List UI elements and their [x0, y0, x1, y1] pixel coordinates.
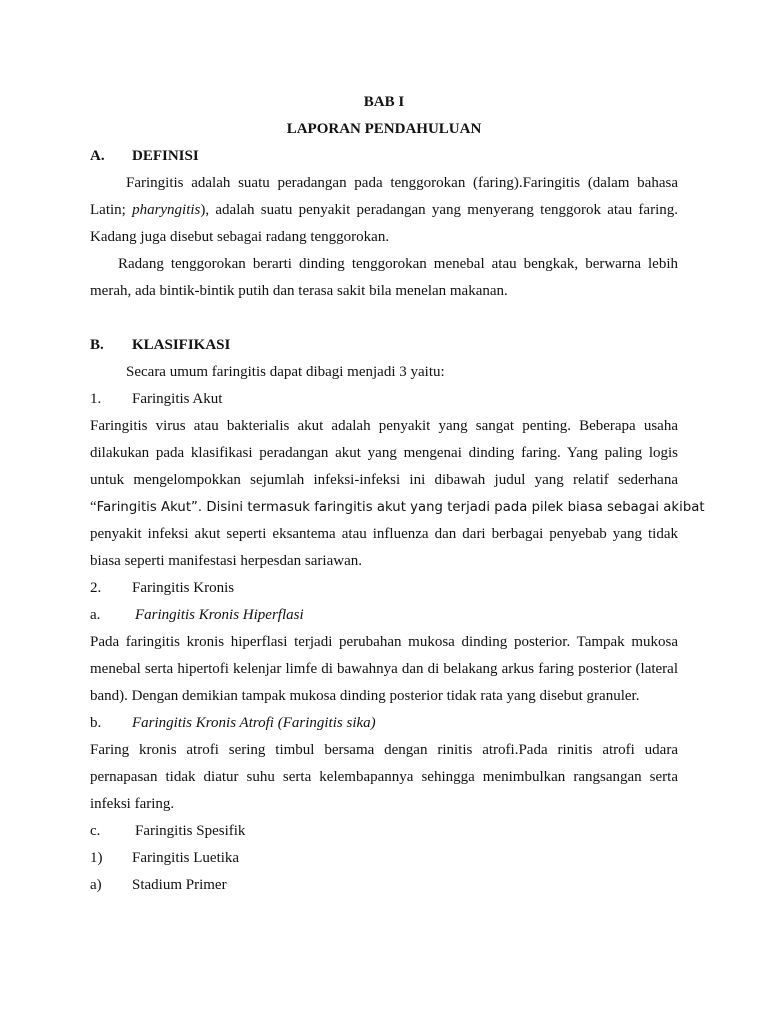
sub-a2-heading	[90, 876, 678, 894]
sub-c-number: c.	[90, 823, 101, 839]
item-1-heading	[90, 390, 678, 408]
section-a-label: A.	[90, 148, 105, 164]
sub-c-heading	[90, 822, 678, 840]
akut-line4-quote: “	[90, 499, 97, 515]
definisi-p2-line1: Radang tenggorokan berarti dinding tenggorokan menebal atau bengkak, berwarna lebih	[118, 256, 678, 272]
akut-line6: biasa seperti manifestasi herpesdan sariawan.	[90, 553, 362, 569]
section-a-title: DEFINISI	[132, 148, 199, 164]
definisi-latin-term: pharyngitis	[132, 202, 201, 218]
akut-line2: dilakukan pada klasifikasi peradangan akut yang mengenai dinding faring. Yang paling logis	[90, 445, 678, 461]
definisi-p1-line2-post: ), adalah suatu penyakit peradangan yang menyerang tenggorok atau faring.	[200, 202, 678, 218]
akut-line5: penyakit infeksi akut seperti eksantema atau influenza dan dari berbagai penyebab yang tidak	[90, 526, 678, 542]
atrofi-line3: infeksi faring.	[90, 796, 175, 812]
section-a-heading	[90, 147, 678, 165]
chapter-heading: BAB I	[363, 94, 405, 110]
klasifikasi-intro: Secara umum faringitis dapat dibagi menjadi 3 yaitu:	[126, 364, 445, 380]
sub-a2-label: Stadium Primer	[132, 877, 227, 893]
section-b-title: KLASIFIKASI	[132, 337, 231, 353]
definisi-p1-line2-pre: Latin;	[90, 202, 133, 218]
sub-a2-number: a)	[90, 877, 102, 893]
definisi-p1-line3: Kadang juga disebut sebagai radang tenggorokan.	[90, 229, 390, 245]
sub-b-heading	[90, 714, 678, 732]
akut-line4-text: Faringitis Akut”. Disini termasuk faringitis akut yang terjadi pada pilek biasa sebagai akibat	[96, 500, 705, 515]
akut-line4	[90, 498, 705, 517]
sub-a-label: Faringitis Kronis Hiperflasi	[135, 607, 304, 623]
akut-line3: untuk mengelompokkan sejumlah infeksi-infeksi ini dibawah judul yang relatif sederhana	[90, 472, 678, 488]
item-1-number: 1.	[90, 391, 102, 407]
sub-c-label: Faringitis Spesifik	[135, 823, 246, 839]
sub-1-number: 1)	[90, 850, 103, 866]
sub-a-heading	[90, 606, 678, 624]
item-1-label: Faringitis Akut	[132, 391, 223, 407]
definisi-p1-line1: Faringitis adalah suatu peradangan pada tenggorokan (faring).Faringitis (dalam bahasa	[126, 175, 678, 191]
hiper-line2: menebal serta hipertofi kelenjar limfe di bawahnya dan di belakang arkus faring posterior (lateral	[90, 661, 678, 677]
akut-line1: Faringitis virus atau bakterialis akut adalah penyakit yang sangat penting. Beberapa usaha	[90, 418, 678, 434]
hiper-line1: Pada faringitis kronis hiperflasi terjadi perubahan mukosa dinding posterior. Tampak mukosa	[90, 634, 678, 650]
sub-1-label: Faringitis Luetika	[132, 850, 240, 866]
sub-b-label: Faringitis Kronis Atrofi (Faringitis sika)	[132, 715, 376, 731]
atrofi-line1: Faring kronis atrofi sering timbul bersama dengan rinitis atrofi.Pada rinitis atrofi udara	[90, 742, 678, 758]
atrofi-line2: pernapasan tidak diatur suhu serta kelembapannya sehingga menimbulkan rangsangan serta	[90, 769, 678, 785]
sub-a-number: a.	[90, 607, 101, 623]
section-b-heading	[90, 336, 678, 354]
sub-b-number: b.	[90, 715, 102, 731]
document-title: LAPORAN PENDAHULUAN	[286, 121, 482, 137]
item-2-label: Faringitis Kronis	[132, 580, 235, 596]
definisi-p1-line2	[90, 201, 678, 219]
item-2-number: 2.	[90, 580, 102, 596]
sub-1-heading	[90, 849, 678, 867]
hiper-line3: band). Dengan demikian tampak mukosa dinding posterior tidak rata yang disebut granuler.	[90, 688, 640, 704]
item-2-heading	[90, 579, 678, 597]
definisi-p2-line2: merah, ada bintik-bintik putih dan terasa sakit bila menelan makanan.	[90, 283, 508, 299]
section-b-label: B.	[90, 337, 104, 353]
